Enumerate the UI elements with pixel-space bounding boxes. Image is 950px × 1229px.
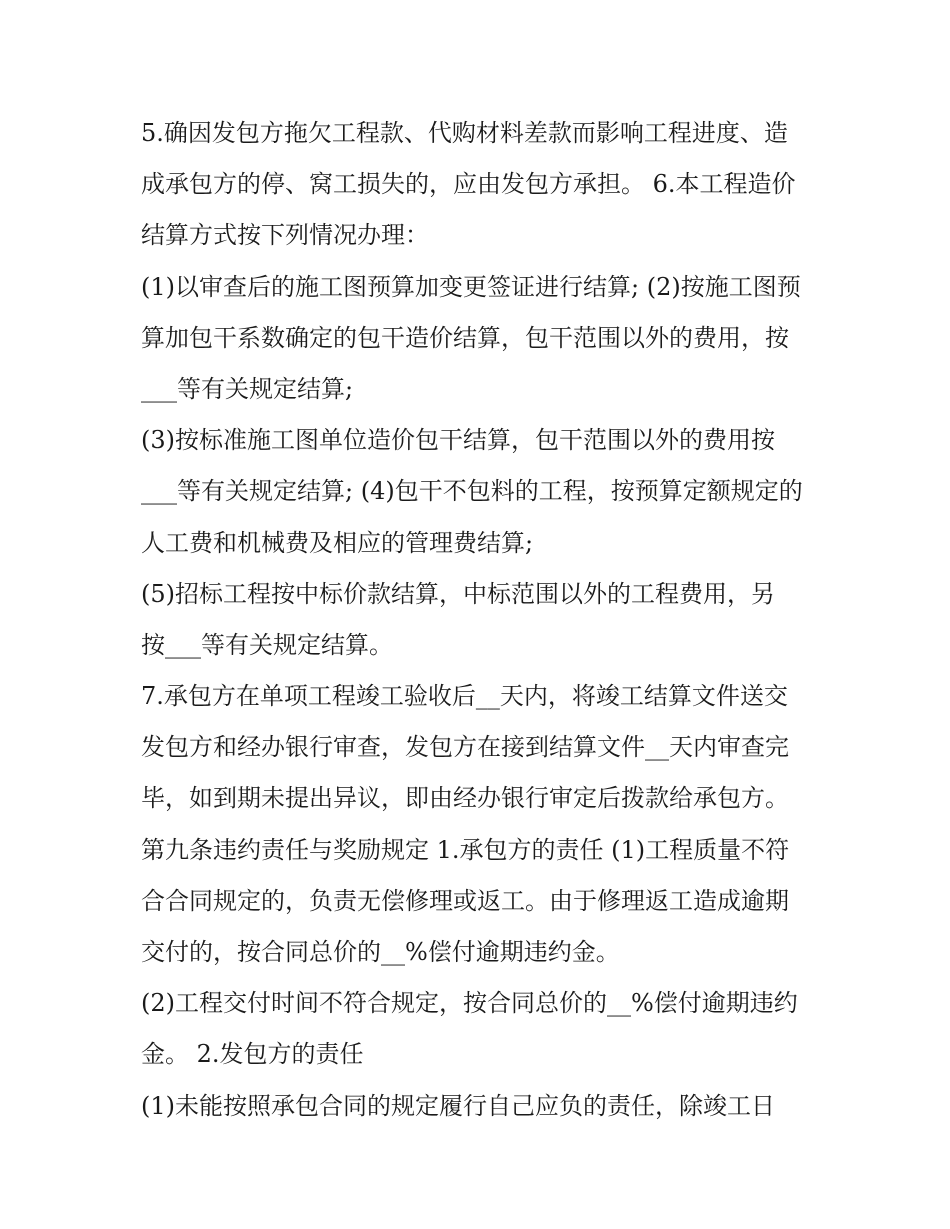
text-line: (1)未能按照承包合同的规定履行自己应负的责任，除竣工日 bbox=[141, 1091, 775, 1120]
text-line: ___等有关规定结算; bbox=[141, 374, 354, 403]
text-line: 算加包干系数确定的包干造价结算，包干范围以外的费用，按 bbox=[141, 323, 789, 352]
text-line: ___等有关规定结算; (4)包干不包料的工程，按预算定额规定的 bbox=[141, 477, 803, 506]
text-line: (1)以审查后的施工图预算加变更签证进行结算; (2)按施工图预 bbox=[141, 272, 801, 301]
text-line: 第九条违约责任与奖励规定 1.承包方的责任 (1)工程质量不符 bbox=[141, 835, 790, 864]
text-line: 结算方式按下列情况办理： bbox=[141, 221, 429, 250]
text-line: 交付的，按合同总价的__%偿付逾期违约金。 bbox=[141, 938, 620, 966]
text-line: (5)招标工程按中标价款结算，中标范围以外的工程费用，另 bbox=[141, 579, 775, 608]
text-line: (3)按标准施工图单位造价包干结算，包干范围以外的费用按 bbox=[141, 426, 775, 455]
document-body bbox=[141, 108, 821, 1132]
text-line: 人工费和机械费及相应的管理费结算; bbox=[141, 528, 534, 557]
text-line: (2)工程交付时间不符合规定，按合同总价的__%偿付逾期违约 bbox=[141, 989, 798, 1018]
text-line: 金。 2.发包方的责任 bbox=[141, 1040, 364, 1069]
text-line: 毕，如到期未提出异议，即由经办银行审定后拨款给承包方。 bbox=[141, 784, 789, 813]
text-line: 按___等有关规定结算。 bbox=[141, 630, 393, 659]
text-line: 成承包方的停、窝工损失的，应由发包方承担。 6.本工程造价 bbox=[141, 170, 796, 199]
text-line: 7.承包方在单项工程竣工验收后__天内，将竣工结算文件送交 bbox=[141, 682, 788, 711]
text-line: 发包方和经办银行审查，发包方在接到结算文件__天内审查完 bbox=[141, 733, 789, 762]
text-line: 5.确因发包方拖欠工程款、代购材料差款而影响工程进度、造 bbox=[141, 119, 788, 147]
text-line: 合合同规定的，负责无偿修理或返工。由于修理返工造成逾期 bbox=[141, 886, 789, 915]
